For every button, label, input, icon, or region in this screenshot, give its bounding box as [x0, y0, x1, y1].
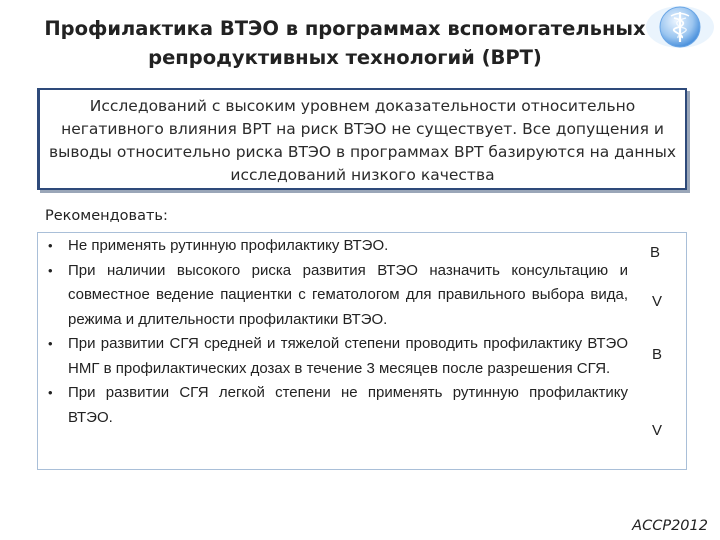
summary-text: Исследований с высоким уровнем доказательности относительно негативного влияния ВРТ на риск ВТЭО не существует. Все допущения и выводы относительно риска ВТЭО в программах ВРТ базируются на данных исследований низкого качества [48, 97, 677, 184]
recommendation-text: При наличии высокого риска развития ВТЭО назначить консультацию и совместное ведение пациентки с гематологом для правильного выбора вида, режима и длительности профилактики ВТЭО. [68, 261, 628, 328]
recommendations-list [38, 233, 628, 430]
recommendations-label: Рекомендовать: [45, 208, 168, 224]
recommendation-text: Не применять рутинную профилактику ВТЭО. [68, 237, 389, 254]
list-item [38, 332, 628, 381]
bullet-icon: • [48, 238, 53, 253]
evidence-grade-3: B [652, 346, 663, 363]
recommendations-box [37, 232, 687, 470]
evidence-grade-1: B [650, 244, 661, 261]
title-line-1: Профилактика ВТЭО в программах вспомогательных [44, 17, 646, 40]
source-reference: ACCP2012 [632, 518, 708, 534]
bullet-icon: • [48, 262, 53, 278]
list-item [38, 234, 628, 259]
list-item [38, 381, 628, 430]
evidence-grade-2: V [652, 293, 663, 310]
recommendation-text: При развитии СГЯ средней и тяжелой степени проводить профилактику ВТЭО НМГ в профилактических дозах в течение 3 месяцев после разрешения СГЯ. [68, 335, 628, 377]
evidence-grade-4: V [652, 422, 663, 439]
recommendation-text: При развитии СГЯ легкой степени не применять рутинную профилактику ВТЭО. [68, 384, 628, 426]
summary-box [37, 88, 687, 190]
title-line-2: репродуктивных технологий (ВРТ) [148, 46, 542, 69]
page-title [0, 14, 690, 72]
caduceus-logo-icon [644, 4, 716, 50]
bullet-icon: • [48, 336, 53, 351]
bullet-icon: • [48, 385, 53, 400]
list-item [38, 259, 628, 333]
